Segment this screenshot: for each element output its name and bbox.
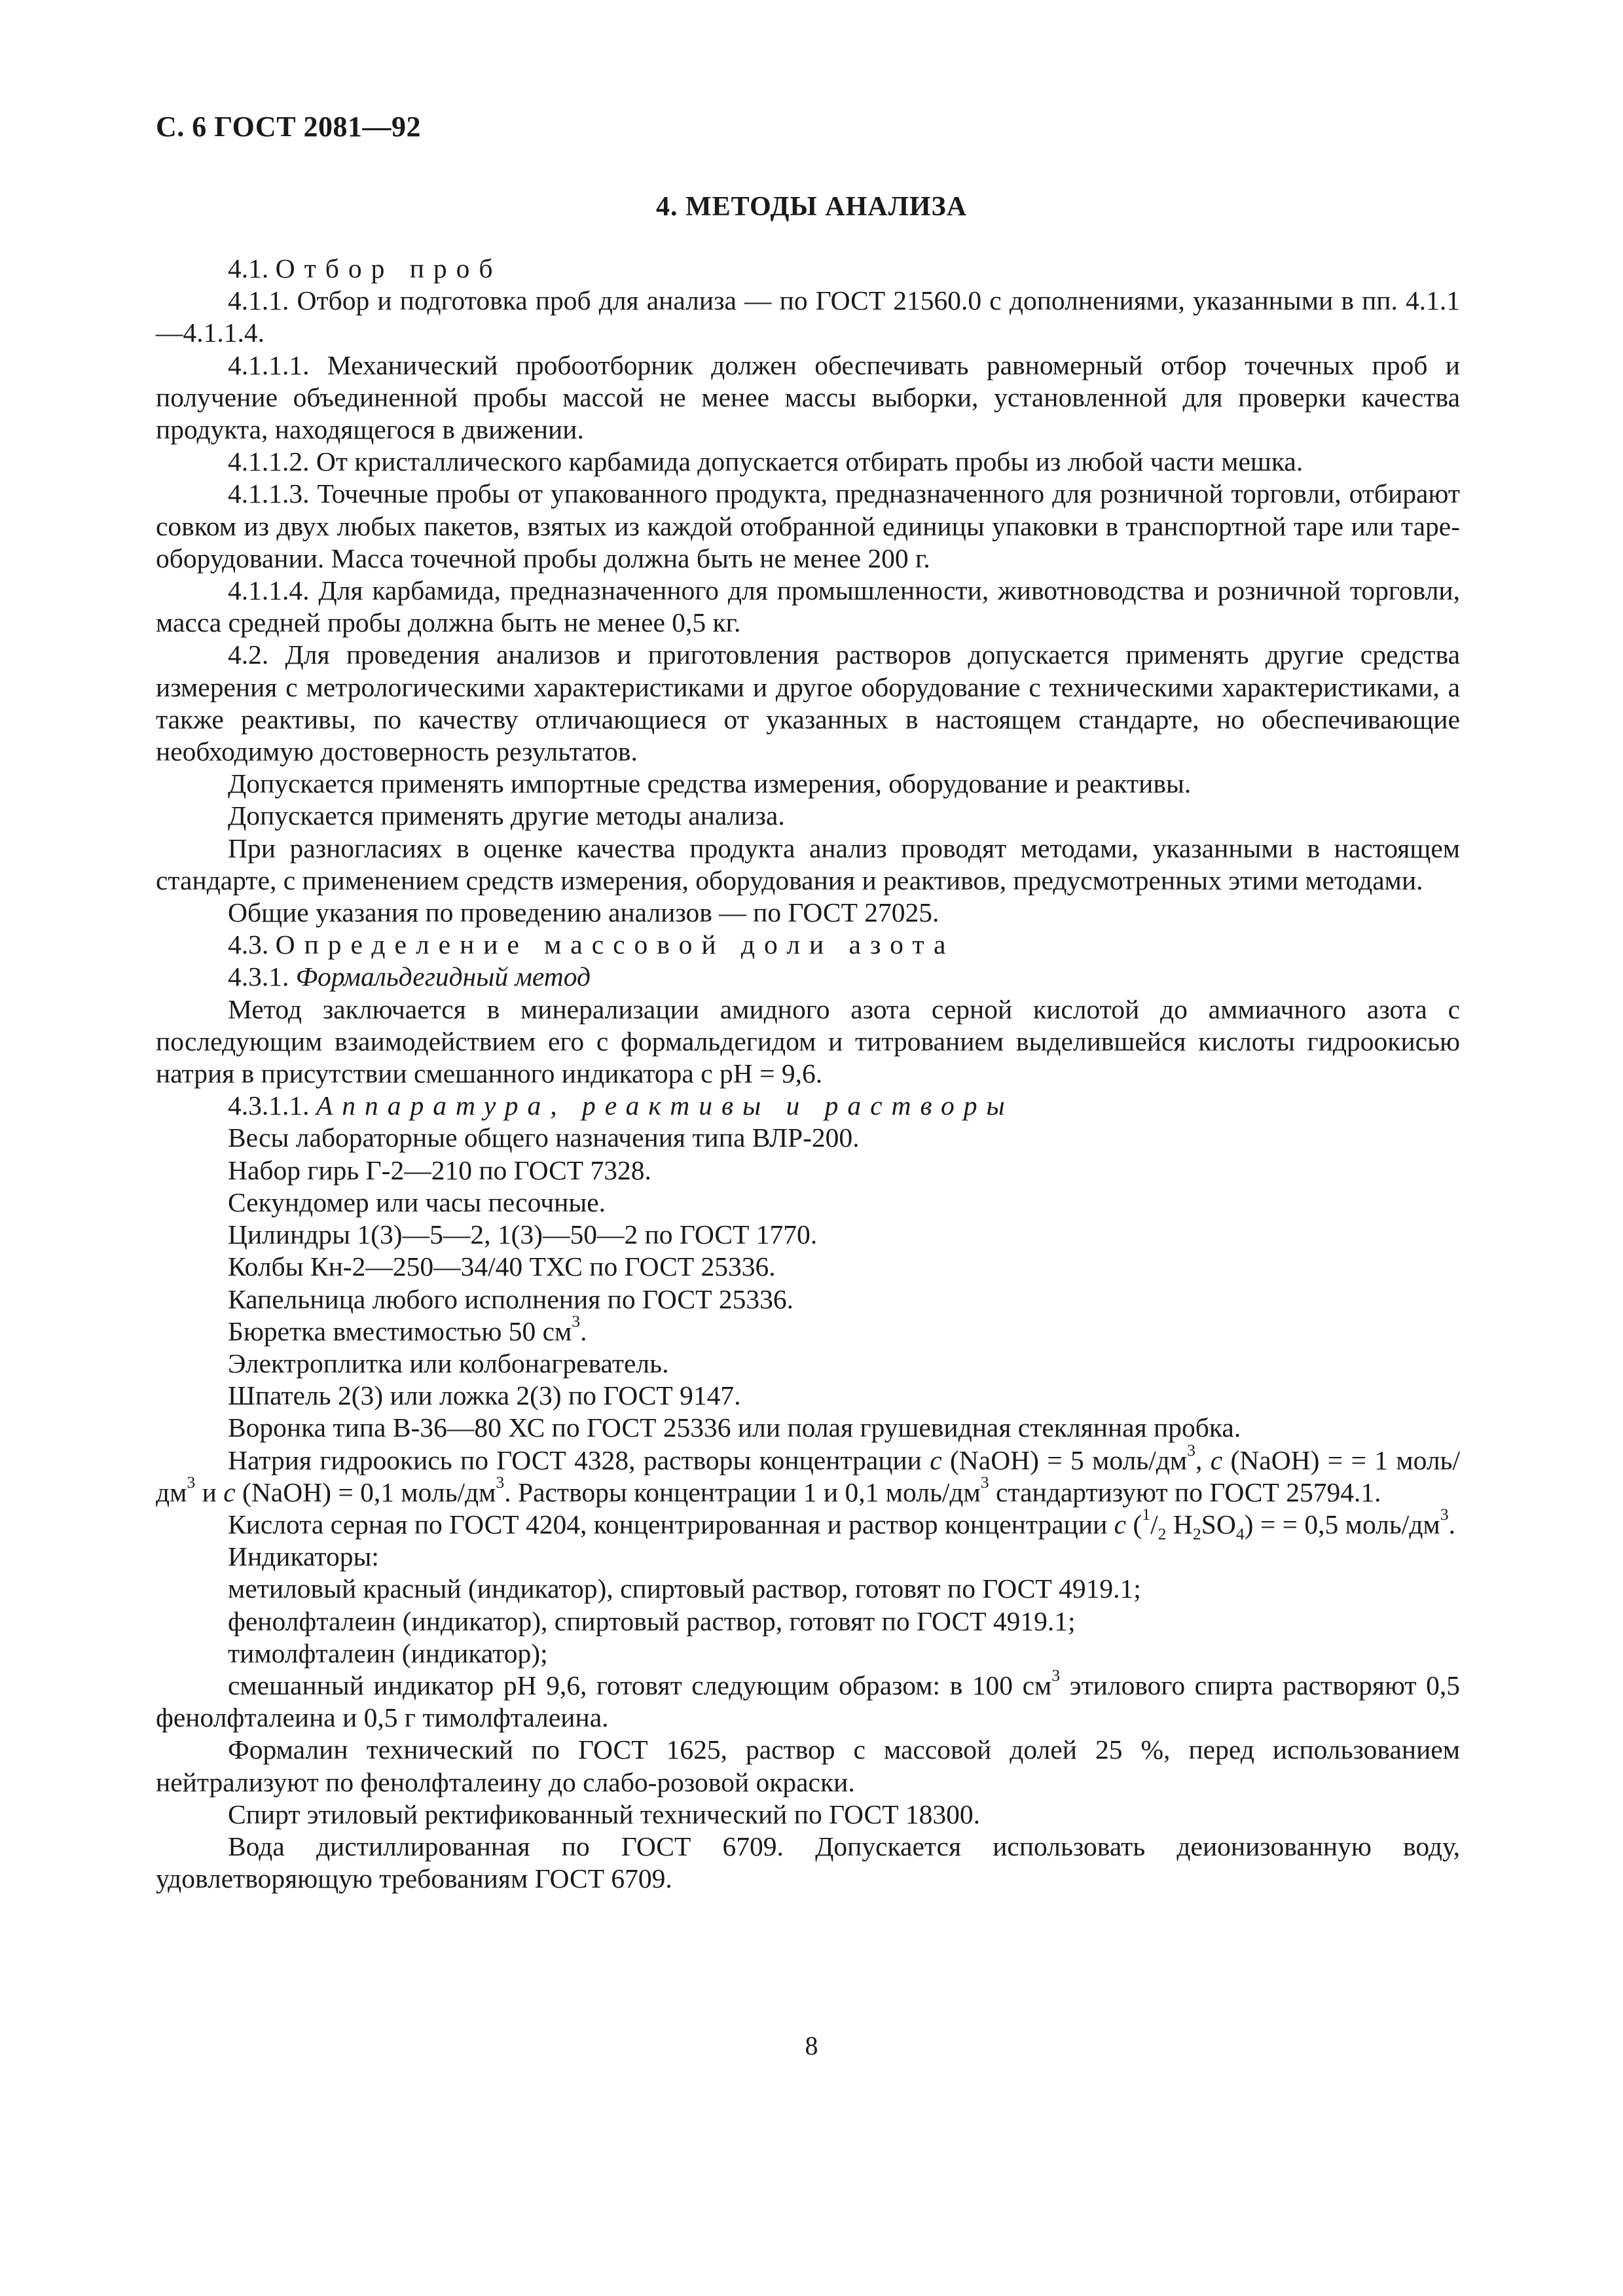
list-item: Весы лабораторные общего назначения типа ВЛР-200. <box>228 1122 860 1153</box>
paragraph-4-2: 4.2. Для проведения анализов и приготовления растворов допускается применять другие средства измерения с метрологическими характеристиками и другое оборудование с техническими характеристиками, а также реактивы, по качеству отличающиеся от указанных в настоящем стандарте, но обеспечивающие необходимую достоверность результатов. <box>156 639 1460 767</box>
list-item: Колбы Кн-2—250—34/40 ТХС по ГОСТ 25336. <box>228 1251 776 1282</box>
clause-title: Аппаратура, реактивы и растворы <box>316 1090 1014 1121</box>
list-item: Цилиндры 1(3)—5—2, 1(3)—50—2 по ГОСТ 1770. <box>228 1219 818 1250</box>
paragraph-allow-methods: Допускается применять другие методы анализа. <box>228 800 785 831</box>
paragraph-4-1-1-2: 4.1.1.2. От кристаллического карбамида допускается отбирать пробы из любой части мешка. <box>228 446 1304 477</box>
paragraph-4-1-1: 4.1.1. Отбор и подготовка проб для анализа — по ГОСТ 21560.0 с дополнениями, указанными в пп. 4.1.1—4.1.1.4. <box>156 285 1460 348</box>
paragraph-4-1-1-1: 4.1.1.1. Механический пробоотборник должен обеспечивать равномерный отбор точечных проб и получение объединенной пробы массой не менее массы выборки, установленной для проверки качества продукта, находящегося в движении. <box>156 350 1460 445</box>
paragraph-allow-imported: Допускается применять импортные средства измерения, оборудование и реактивы. <box>228 768 1192 799</box>
list-item: Шпатель 2(3) или ложка 2(3) по ГОСТ 9147. <box>228 1380 741 1411</box>
paragraph-4-1-1-4: 4.1.1.4. Для карбамида, предназначенного для промышленности, животноводства и розничной торговли, масса средней пробы должна быть не менее 0,5 кг. <box>156 575 1460 638</box>
paragraph-mixed-indicator: смешанный индикатор рН 9,6, готовят следующим образом: в 100 $см^3$ этилового спирта растворяют 0,5 фенолфталеина и 0,5 г тимолфталеина. <box>156 1666 1460 1733</box>
page-number: 8 <box>805 2031 818 2060</box>
paragraph-indicators: Индикаторы: <box>228 1541 379 1572</box>
subsection-4-1 <box>156 253 1460 285</box>
list-item: Секундомер или часы песочные. <box>228 1187 606 1217</box>
list-item: Набор гирь Г-2—210 по ГОСТ 7328. <box>228 1155 651 1185</box>
clause-number: 4.3.1.1. <box>228 1090 310 1121</box>
list-item: тимолфталеин (индикатор); <box>228 1638 548 1668</box>
paragraph-spirit: Спирт этиловый ректификованный технический по ГОСТ 18300. <box>228 1799 981 1829</box>
paragraph-method: Метод заключается в минерализации амидного азота серной кислотой до аммиачного азота с последующим взаимодействием его с формальдегидом и титрованием выделившейся кислоты гидроокисью натрия в присутствии смешанного индикатора с рН = 9,6. <box>156 994 1460 1089</box>
list-item: Бюретка вместимостью 50 $см^3$. <box>228 1312 587 1346</box>
clause-number: 4.3. <box>228 929 269 960</box>
clause-number: 4.3.1. <box>228 961 289 992</box>
paragraph-sulfuric-acid: Кислота серная по ГОСТ 4204, концентрированная и раствор концентрации c ($^1/_2$ $H_2SO_4$) = = 0,5 моль/$дм^3$. <box>228 1505 1455 1543</box>
list-item: метиловый красный (индикатор), спиртовый раствор, готовят по ГОСТ 4919.1; <box>228 1573 1141 1604</box>
clause-number: 4.1. <box>228 253 269 283</box>
clause-title: Отбор проб <box>275 253 502 283</box>
subsection-4-3-1-1 <box>156 1090 1460 1122</box>
clause-title: Определение массовой доли азота <box>275 929 955 960</box>
list-item: Капельница любого исполнения по ГОСТ 25336. <box>228 1283 793 1314</box>
subsection-4-3-1 <box>156 961 1460 993</box>
page-header: С. 6 ГОСТ 2081—92 <box>156 111 422 143</box>
paragraph-general: Общие указания по проведению анализов — по ГОСТ 27025. <box>228 897 939 928</box>
subsection-4-3 <box>156 929 1460 961</box>
paragraph-water: Вода дистиллированная по ГОСТ 6709. Допускается использовать деионизованную воду, удовлетворяющую требованиям ГОСТ 6709. <box>156 1831 1460 1894</box>
paragraph-4-1-1-3: 4.1.1.3. Точечные пробы от упакованного продукта, предназначенного для розничной торговли, отбирают совком из двух любых пакетов, взятых из каждой отобранной единицы упаковки в транспортной таре или таре-оборудовании. Масса точечной пробы должна быть не менее 200 г. <box>156 478 1460 573</box>
clause-title: Формальдегидный метод <box>295 961 591 992</box>
paragraph-formalin: Формалин технический по ГОСТ 1625, раствор с массовой долей 25 %, перед использованием нейтрализуют по фенолфталеину до слабо-розовой окраски. <box>156 1734 1460 1797</box>
document-body <box>156 253 1460 1895</box>
section-title: 4. МЕТОДЫ АНАЛИЗА <box>655 192 968 222</box>
paragraph-sodium-hydroxide: Натрия гидроокись по ГОСТ 4328, растворы концентрации c (NaOH) = 5 моль/$дм^3$, c (NaOH) = = 1 моль/$дм^3$ и c (NaOH) = 0,1 моль/$дм^3$. Растворы концентрации 1 и 0,1 моль/$дм^3$ стандартизуют по ГОСТ 25794.1. <box>156 1440 1461 1507</box>
list-item: Воронка типа В-36—80 ХС по ГОСТ 25336 или полая грушевидная стеклянная пробка. <box>228 1412 1241 1443</box>
list-item: Электроплитка или колбонагреватель. <box>228 1348 669 1378</box>
paragraph-disagreement: При разногласиях в оценке качества продукта анализ проводят методами, указанными в настоящем стандарте, с применением средств измерения, оборудования и реактивов, предусмотренных этими методами. <box>156 833 1460 895</box>
list-item: фенолфталеин (индикатор), спиртовый раствор, готовят по ГОСТ 4919.1; <box>228 1605 1076 1636</box>
